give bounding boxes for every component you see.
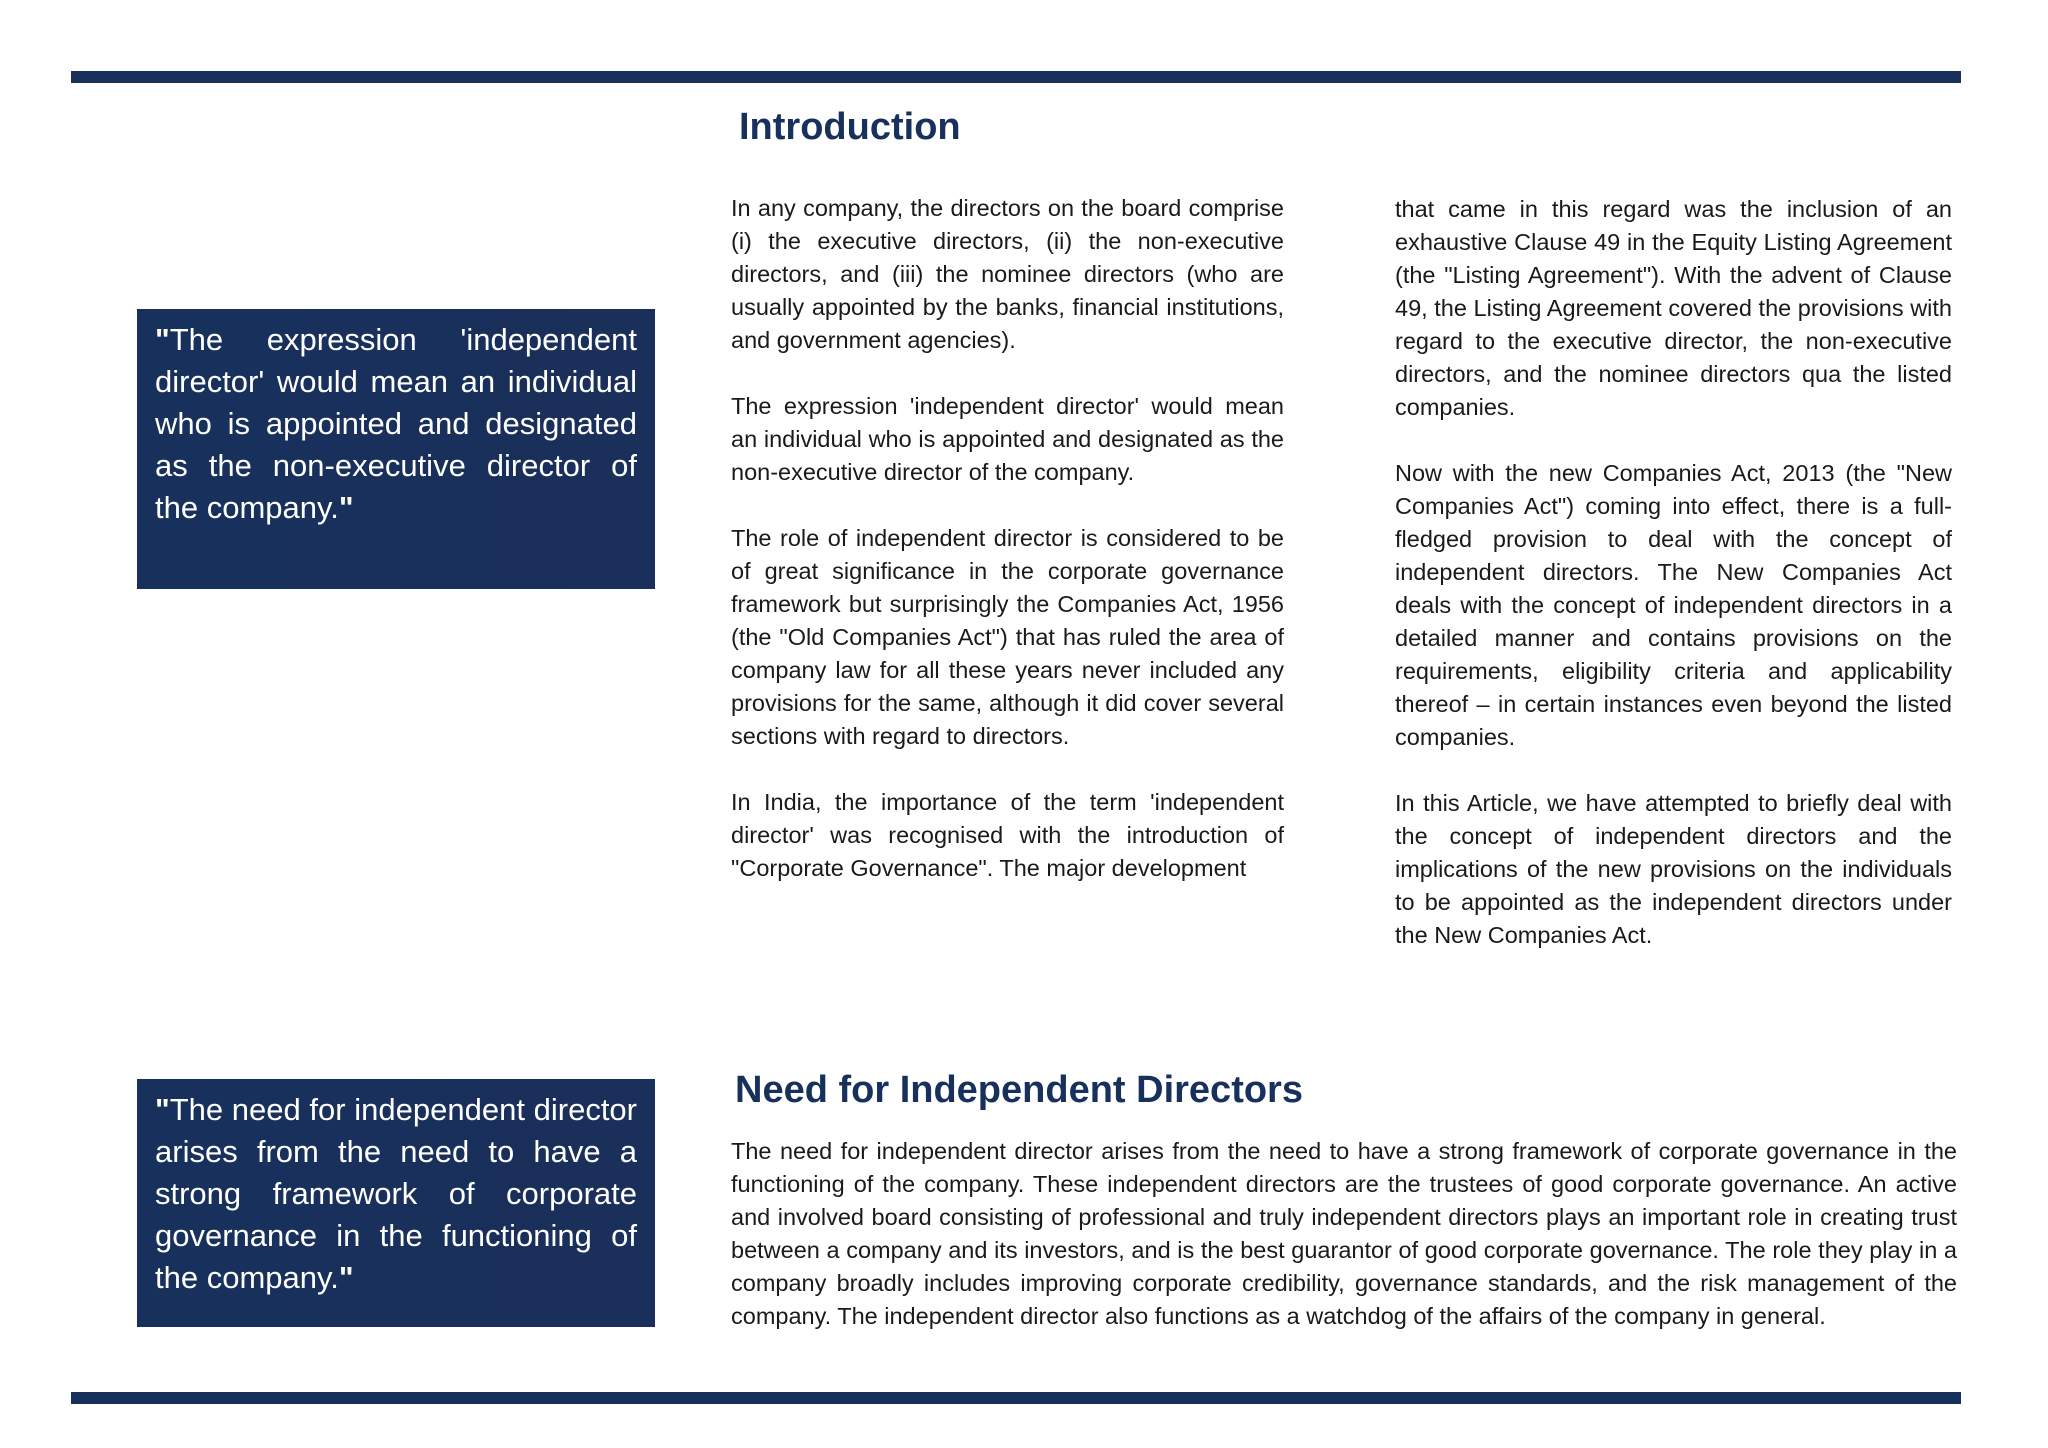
introduction-heading: Introduction bbox=[739, 106, 961, 148]
paragraph: Now with the new Companies Act, 2013 (the "New Companies Act") coming into effect, there is a full-fledged provision to deal with the concept of independent directors. The New Companies Act deals with the concept of independent directors in a detailed manner and contains provisions on the requirements, eligibility criteria and applicability thereof – in certain instances even beyond the listed companies. bbox=[1395, 460, 1952, 750]
close-quote-mark: " bbox=[338, 490, 354, 525]
pull-quote-independent-director bbox=[137, 309, 655, 589]
close-quote-mark: " bbox=[338, 1260, 354, 1295]
pull-quote-text: The need for independent director arises from the need to have a strong framework of corporate governance in the functioning of the company. bbox=[155, 1092, 637, 1295]
pull-quote-text: The expression 'independent director' would mean an individual who is appointed and designated as the non-executive director of the company. bbox=[155, 322, 637, 525]
need-body bbox=[731, 1135, 1957, 1375]
pull-quote-need bbox=[137, 1079, 655, 1327]
paragraph: In this Article, we have attempted to briefly deal with the concept of independent directors and the implications of the new provisions on the individuals to be appointed as the independent directors under the New Companies Act. bbox=[1395, 790, 1952, 948]
introduction-right-column bbox=[1395, 193, 1952, 983]
open-quote-mark: " bbox=[155, 1092, 170, 1127]
bottom-rule bbox=[71, 1392, 1961, 1404]
paragraph: The role of independent director is considered to be of great significance in the corporate governance framework but surprisingly the Companies Act, 1956 (the "Old Companies Act") that has ruled the area of company law for all these years never included any provisions for the same, although it did cover several sections with regard to directors. bbox=[731, 525, 1284, 749]
introduction-left-column bbox=[731, 192, 1284, 982]
open-quote-mark: " bbox=[155, 322, 170, 357]
paragraph: that came in this regard was the inclusion of an exhaustive Clause 49 in the Equity Listing Agreement (the "Listing Agreement"). With the advent of Clause 49, the Listing Agreement covered the provisions with regard to the executive director, the non-executive directors, and the nominee directors qua the listed companies. bbox=[1395, 196, 1952, 420]
paragraph: In India, the importance of the term 'independent director' was recognised with the introduction of "Corporate Governance". The major development bbox=[731, 789, 1284, 881]
paragraph: The expression 'independent director' would mean an individual who is appointed and designated as the non-executive director of the company. bbox=[731, 393, 1284, 485]
paragraph: The need for independent director arises from the need to have a strong framework of corporate governance in the functioning of the company. These independent directors are the trustees of good corporate governance. An active and involved board consisting of professional and truly independent directors plays an important role in creating trust between a company and its investors, and is the best guarantor of good corporate governance. The role they play in a company broadly includes improving corporate credibility, governance standards, and the risk management of the company. The independent director also functions as a watchdog of the affairs of the company in general. bbox=[731, 1138, 1957, 1329]
paragraph: In any company, the directors on the board comprise (i) the executive directors, (ii) the non-executive directors, and (iii) the nominee directors (who are usually appointed by the banks, financial institutions, and government agencies). bbox=[731, 195, 1284, 353]
need-heading: Need for Independent Directors bbox=[735, 1069, 1303, 1111]
top-rule bbox=[71, 71, 1961, 83]
